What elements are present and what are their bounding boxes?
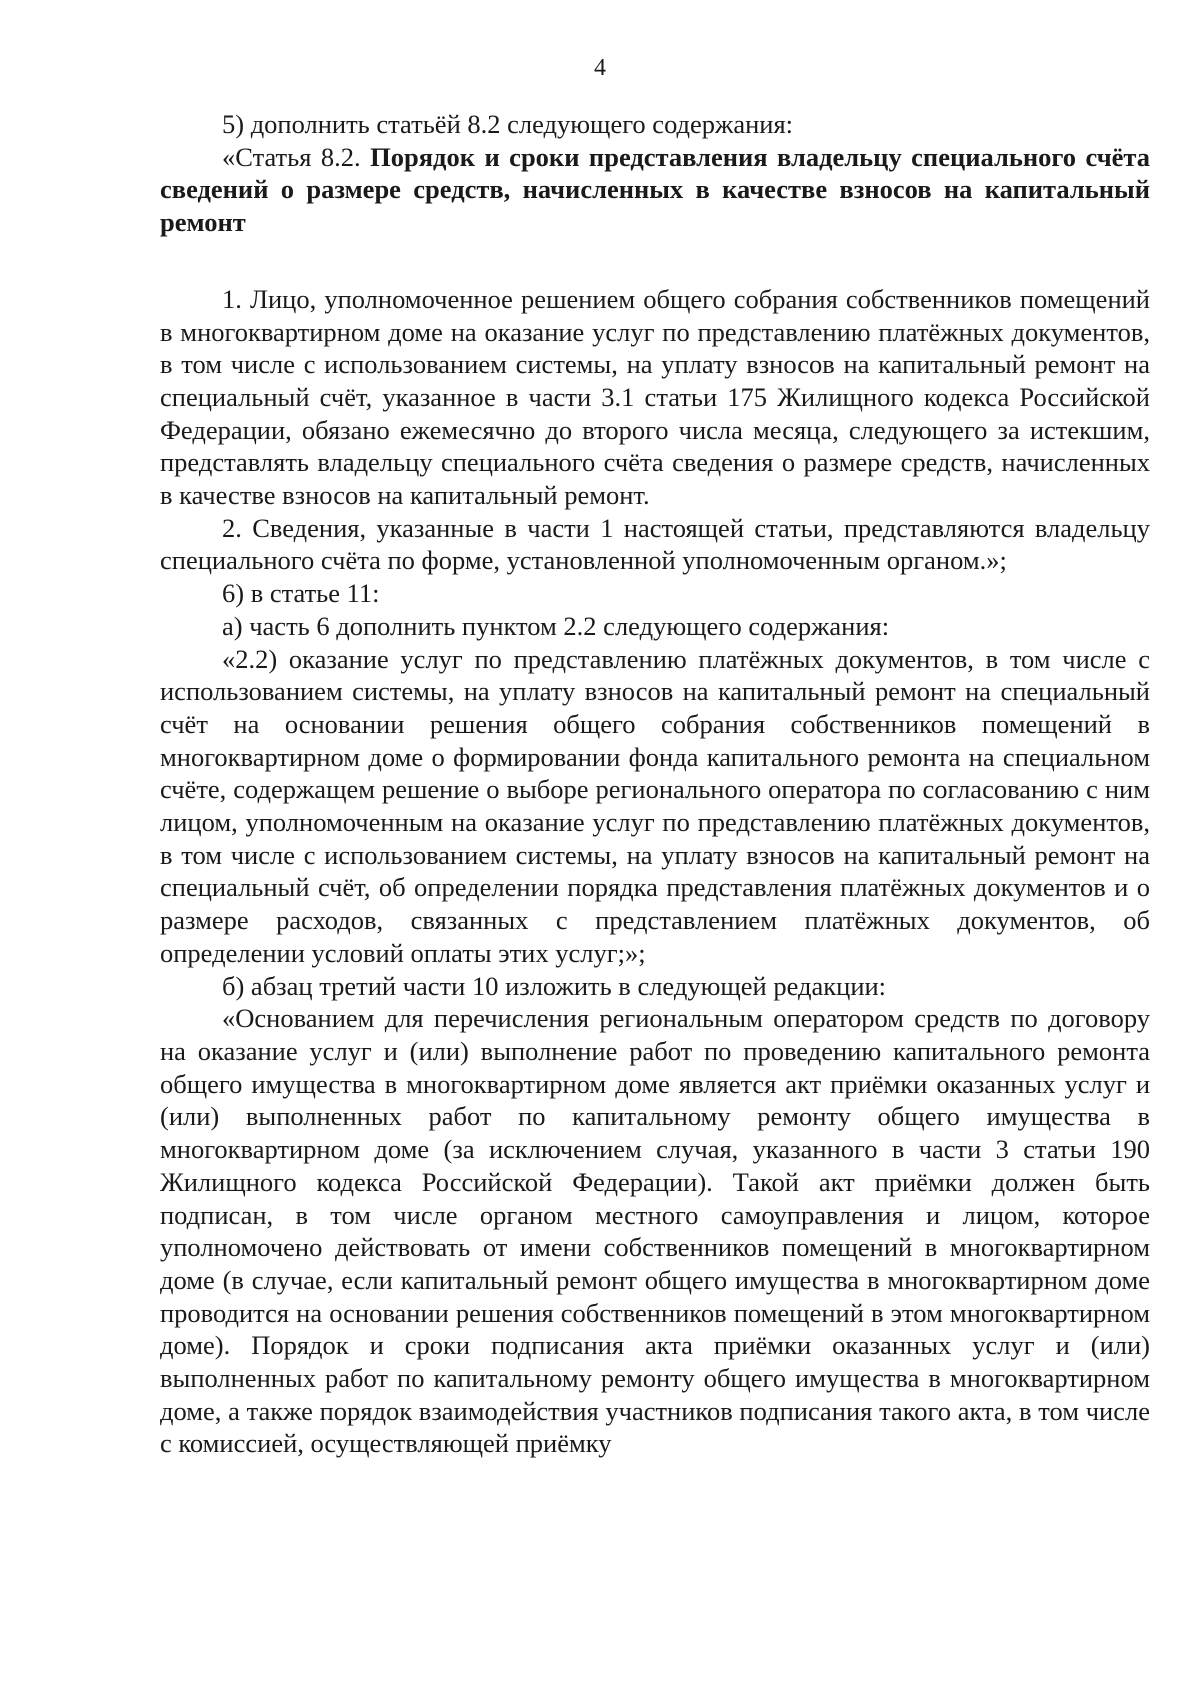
- paragraph-point-2-2: «2.2) оказание услуг по представлению платёжных документов, в том числе с использованием системы, на уплату взносов на капитальный ремонт на специальный счёт на основании решения общего собрания собственников помещений в многоквартирном доме о формировании фонда капитального ремонта на специальном счёте, содержащем решение о выборе регионального оператора по согласованию с ним лицом, уполномоченным на оказание услуг по представлению платёжных документов, в том числе с использованием системы, на уплату взносов на капитальный ремонт на специальный счёт, об определении порядка представления платёжных документов и о размере расходов, связанных с представлением платёжных документов, об определении условий оплаты этих услуг;»;: [160, 643, 1150, 968]
- paragraph-sub-b: б) абзац третий части 10 изложить в следующей редакции:: [222, 970, 887, 1001]
- paragraph-part-1: 1. Лицо, уполномоченное решением общего собрания собственников помещений в многоквартирном доме на оказание услуг по представлению платёжных документов, в том числе с использованием системы, на уплату взносов на капитальный ремонт на специальный счёт, указанное в части 3.1 статьи 175 Жилищного кодекса Российской Федерации, обязано ежемесячно до второго числа месяца, следующего за истекшим, представлять владельцу специального счёта сведения о размере средств, начисленных в качестве взносов на капитальный ремонт.: [160, 283, 1150, 511]
- paragraph-sub-a: а) часть 6 дополнить пунктом 2.2 следующего содержания:: [222, 610, 890, 641]
- page-number: 4: [594, 55, 606, 81]
- article-lead: «Статья 8.2.: [222, 141, 361, 172]
- document-body: [160, 108, 1150, 1460]
- paragraph-item-6: 6) в статье 11:: [222, 578, 380, 609]
- article-title: Порядок и сроки представления владельцу специального счёта сведений о размере средств, начисленных в качестве взносов на капитальный ремонт: [160, 141, 1150, 238]
- article-heading: [160, 141, 1150, 239]
- paragraph-part-2: 2. Сведения, указанные в части 1 настоящей статьи, представляются владельцу специального счёта по форме, установленной уполномоченным органом.»;: [160, 512, 1150, 576]
- intro-paragraph: 5) дополнить статьёй 8.2 следующего содержания:: [222, 109, 794, 139]
- section-gap: [160, 239, 1150, 283]
- paragraph-basis: «Основанием для перечисления региональным оператором средств по договору на оказание услуг и (или) выполнение работ по проведению капитального ремонта общего имущества в многоквартирном доме является акт приёмки оказанных услуг и (или) выполненных работ по капитальному ремонту общего имущества в многоквартирном доме (за исключением случая, указанного в части 3 статьи 190 Жилищного кодекса Российской Федерации). Такой акт приёмки должен быть подписан, в том числе органом местного самоуправления и лицом, которое уполномочено действовать от имени собственников помещений в многоквартирном доме (в случае, если капитальный ремонт общего имущества в многоквартирном доме проводится на основании решения собственников помещений в этом многоквартирном доме). Порядок и сроки подписания акта приёмки оказанных услуг и (или) выполненных работ по капитальному ремонту общего имущества в многоквартирном доме, а также порядок взаимодействия участников подписания такого акта, в том числе с комиссией, осуществляющей приёмку: [160, 1003, 1150, 1459]
